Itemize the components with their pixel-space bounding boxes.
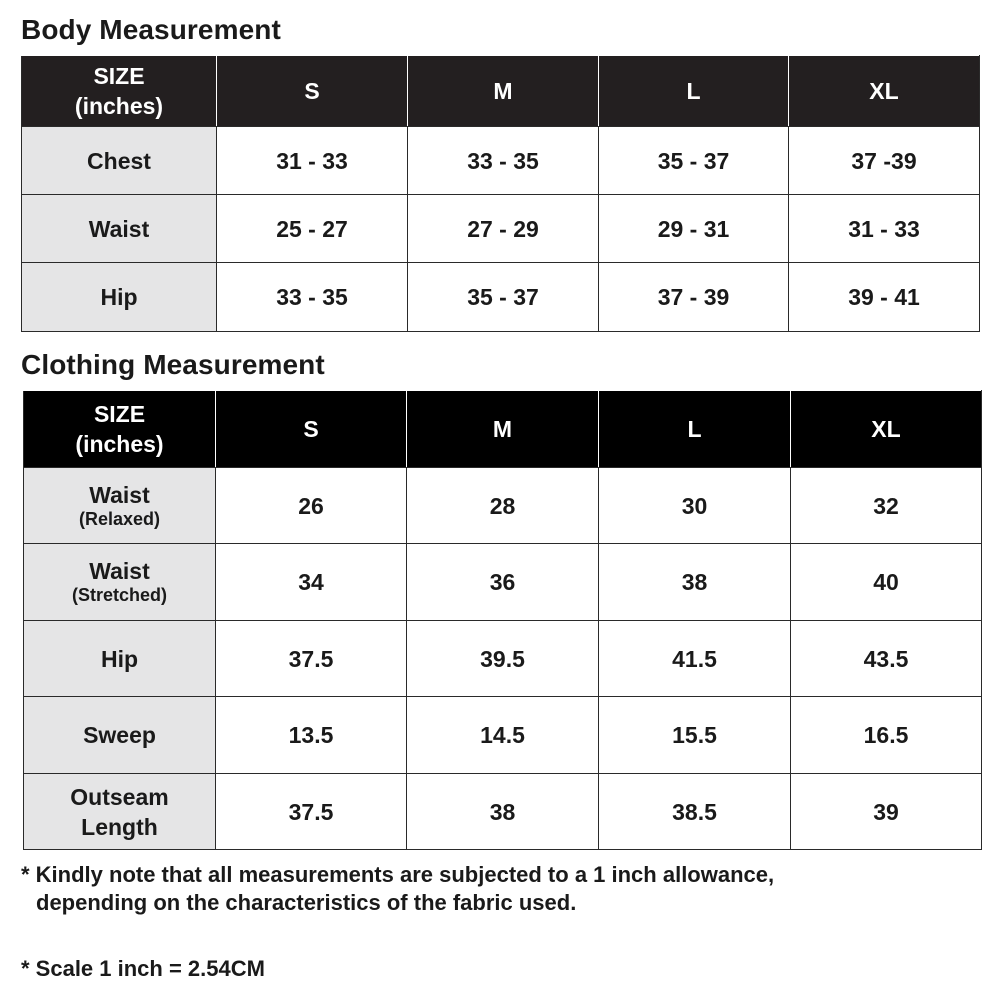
table-cell: 36 — [407, 544, 599, 621]
row-label — [24, 544, 216, 621]
table-cell: 30 — [599, 468, 791, 544]
table-cell: 39 - 41 — [789, 263, 980, 332]
size-header-label: SIZE — [93, 63, 145, 89]
row-label: Hip — [24, 621, 216, 697]
table-cell: 31 - 33 — [789, 195, 980, 263]
table-cell: 31 - 33 — [217, 127, 408, 195]
table-cell: 13.5 — [216, 697, 407, 774]
row-label-qualifier: (Stretched) — [71, 585, 167, 605]
table-cell: 38 — [407, 774, 599, 850]
table-row — [24, 621, 982, 697]
table-cell: 34 — [216, 544, 407, 621]
row-label-main: Waist — [89, 481, 150, 508]
row-label: Hip — [22, 263, 217, 332]
table-cell: 37 -39 — [789, 127, 980, 195]
row-label-qualifier: (Relaxed) — [78, 508, 161, 529]
table-cell: 33 - 35 — [408, 127, 599, 195]
size-header-cell — [22, 56, 217, 127]
row-label-main: Waist — [89, 558, 150, 584]
table-cell: 38.5 — [599, 774, 791, 850]
size-header-unit: (inches) — [75, 431, 164, 457]
size-column-header: XL — [789, 56, 980, 127]
table-cell: 37.5 — [216, 774, 407, 850]
table-cell: 39 — [791, 774, 982, 850]
allowance-note-line2: depending on the characteristics of the fabric used. — [36, 890, 577, 915]
row-label-line1: Outseam — [70, 783, 169, 810]
table-row — [22, 127, 980, 195]
table-row — [22, 195, 980, 263]
scale-note: * Scale 1 inch = 2.54CM — [21, 956, 265, 981]
size-header-cell — [24, 391, 216, 468]
size-column-header: L — [599, 391, 791, 468]
row-label-line2: Length — [81, 813, 158, 840]
row-label: Waist — [22, 195, 217, 263]
size-column-header: S — [217, 56, 408, 127]
table-cell: 43.5 — [791, 621, 982, 697]
row-label: Sweep — [24, 697, 216, 774]
table-row — [24, 774, 982, 850]
table-cell: 27 - 29 — [408, 195, 599, 263]
body-measurement-title: Body Measurement — [21, 14, 281, 45]
table-row — [24, 544, 982, 621]
table-cell: 16.5 — [791, 697, 982, 774]
table-cell: 37.5 — [216, 621, 407, 697]
body-measurement-table — [21, 55, 980, 332]
row-label — [24, 468, 216, 544]
table-row — [24, 468, 982, 544]
size-column-header: L — [599, 56, 789, 127]
size-column-header: S — [216, 391, 407, 468]
table-cell: 38 — [599, 544, 791, 621]
table-row — [22, 263, 980, 332]
table-cell: 41.5 — [599, 621, 791, 697]
table-cell: 14.5 — [407, 697, 599, 774]
table-cell: 29 - 31 — [599, 195, 789, 263]
table-cell: 33 - 35 — [217, 263, 408, 332]
table-cell: 37 - 39 — [599, 263, 789, 332]
size-column-header: M — [408, 56, 599, 127]
clothing-measurement-table — [23, 390, 982, 850]
table-cell: 32 — [791, 468, 982, 544]
table-cell: 25 - 27 — [217, 195, 408, 263]
body-header-row — [22, 56, 980, 127]
table-cell: 28 — [407, 468, 599, 544]
clothing-measurement-title: Clothing Measurement — [21, 349, 325, 380]
size-column-header: M — [407, 391, 599, 468]
size-header-label: SIZE — [93, 401, 146, 427]
table-cell: 35 - 37 — [408, 263, 599, 332]
table-cell: 15.5 — [599, 697, 791, 774]
clothing-header-row — [24, 391, 982, 468]
table-row — [24, 697, 982, 774]
allowance-note — [21, 861, 774, 917]
table-cell: 39.5 — [407, 621, 599, 697]
row-label: Chest — [22, 127, 217, 195]
table-cell: 26 — [216, 468, 407, 544]
allowance-note-line1: * Kindly note that all measurements are subjected to a 1 inch allowance, — [21, 862, 775, 887]
table-cell: 40 — [791, 544, 982, 621]
row-label — [24, 774, 216, 850]
size-header-unit: (inches) — [74, 93, 164, 119]
table-cell: 35 - 37 — [599, 127, 789, 195]
size-column-header: XL — [791, 391, 982, 468]
